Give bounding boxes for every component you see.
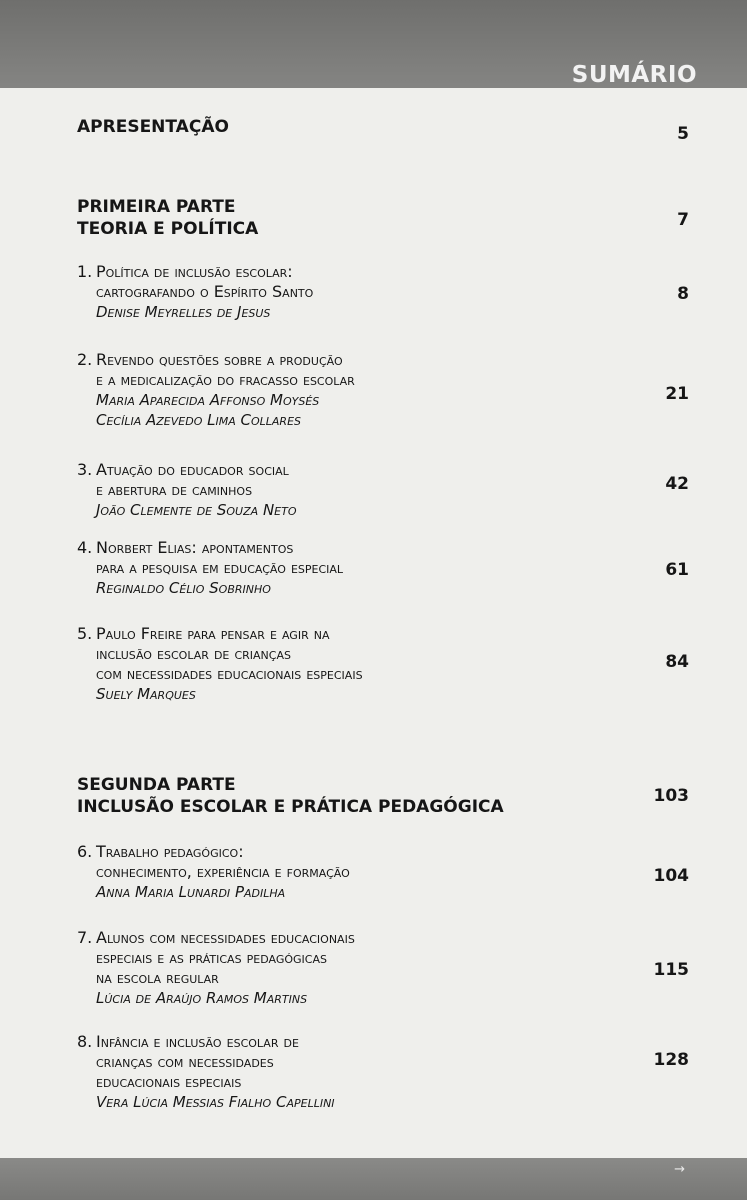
chapter-author: Maria Aparecida Affonso Moysés bbox=[96, 391, 320, 409]
chapter-title-line: educacionais especiais bbox=[96, 1072, 242, 1091]
chapter-number: 7. bbox=[77, 928, 93, 947]
chapter-title-line: Norbert Elias: apontamentos bbox=[96, 538, 294, 557]
chapter-number: 8. bbox=[77, 1032, 93, 1051]
toc-chapter-4 bbox=[77, 538, 637, 598]
toc-apresentacao-page: 5 bbox=[677, 124, 689, 144]
chapter-author: João Clemente de Souza Neto bbox=[96, 501, 297, 519]
toc-part2-line1: SEGUNDA PARTE bbox=[77, 775, 236, 795]
chapter-title-line: Alunos com necessidades educacionais bbox=[96, 928, 355, 947]
chapter-number: 4. bbox=[77, 538, 93, 557]
chapter-title-line: e abertura de caminhos bbox=[96, 480, 253, 499]
chapter-number: 6. bbox=[77, 842, 93, 861]
toc-chapter-3-page: 42 bbox=[665, 474, 689, 494]
chapter-author: Vera Lúcia Messias Fialho Capellini bbox=[96, 1093, 335, 1111]
toc-chapter-4-page: 61 bbox=[665, 560, 689, 580]
toc-chapter-3 bbox=[77, 460, 637, 520]
chapter-title-line: Atuação do educador social bbox=[96, 460, 289, 479]
chapter-title-line: conhecimento, experiência e formação bbox=[96, 862, 350, 881]
toc-chapter-7-page: 115 bbox=[653, 960, 689, 980]
toc-part1-heading bbox=[77, 196, 258, 240]
page-header-title: SUMÁRIO bbox=[571, 62, 697, 88]
toc-part2-heading bbox=[77, 774, 504, 818]
chapter-title-line: com necessidades educacionais especiais bbox=[96, 664, 363, 683]
chapter-title-line: Trabalho pedagógico: bbox=[96, 842, 244, 861]
toc-chapter-6 bbox=[77, 842, 637, 902]
chapter-author: Anna Maria Lunardi Padilha bbox=[96, 883, 286, 901]
chapter-title-line: Revendo questões sobre a produção bbox=[96, 350, 343, 369]
chapter-number: 3. bbox=[77, 460, 93, 479]
toc-chapter-2-page: 21 bbox=[665, 384, 689, 404]
chapter-number: 5. bbox=[77, 624, 93, 643]
toc-apresentacao-title: APRESENTAÇÃO bbox=[77, 117, 229, 137]
toc-chapter-6-page: 104 bbox=[653, 866, 689, 886]
chapter-author: Denise Meyrelles de Jesus bbox=[96, 303, 271, 321]
chapter-author: Reginaldo Célio Sobrinho bbox=[96, 579, 271, 597]
toc-chapter-5 bbox=[77, 624, 637, 704]
chapter-author: Suely Marques bbox=[96, 685, 196, 703]
toc-chapter-5-page: 84 bbox=[665, 652, 689, 672]
chapter-title-line: Paulo Freire para pensar e agir na bbox=[96, 624, 330, 643]
chapter-title-line: para a pesquisa em educação especial bbox=[96, 558, 344, 577]
chapter-title-line: especiais e as práticas pedagógicas bbox=[96, 948, 327, 967]
toc-chapter-8 bbox=[77, 1032, 637, 1112]
toc-part1-line2: TEORIA E POLÍTICA bbox=[77, 219, 259, 239]
toc-part2-page: 103 bbox=[653, 786, 689, 806]
chapter-title-line: cartografando o Espírito Santo bbox=[96, 282, 314, 301]
chapter-title-line: Infância e inclusão escolar de bbox=[96, 1032, 299, 1051]
chapter-title-line: e a medicalização do fracasso escolar bbox=[96, 370, 355, 389]
chapter-author: Lúcia de Araújo Ramos Martins bbox=[96, 989, 308, 1007]
toc-part1-page: 7 bbox=[677, 210, 689, 230]
chapter-title-line: inclusão escolar de crianças bbox=[96, 644, 291, 663]
toc-chapter-7 bbox=[77, 928, 637, 1008]
bottom-band bbox=[0, 1158, 747, 1200]
toc-chapter-2 bbox=[77, 350, 637, 430]
toc-part1-line1: PRIMEIRA PARTE bbox=[77, 197, 236, 217]
toc-chapter-8-page: 128 bbox=[653, 1050, 689, 1070]
arrow-right-icon: → bbox=[674, 1162, 685, 1177]
toc-chapter-1 bbox=[77, 262, 637, 322]
chapter-title-line: Política de inclusão escolar: bbox=[96, 262, 293, 281]
toc-part2-line2: INCLUSÃO ESCOLAR E PRÁTICA PEDAGÓGICA bbox=[77, 797, 504, 817]
chapter-number: 2. bbox=[77, 350, 93, 369]
chapter-number: 1. bbox=[77, 262, 93, 281]
toc-chapter-1-page: 8 bbox=[677, 284, 689, 304]
chapter-author: Cecília Azevedo Lima Collares bbox=[96, 411, 302, 429]
chapter-title-line: crianças com necessidades bbox=[96, 1052, 274, 1071]
chapter-title-line: na escola regular bbox=[96, 968, 219, 987]
